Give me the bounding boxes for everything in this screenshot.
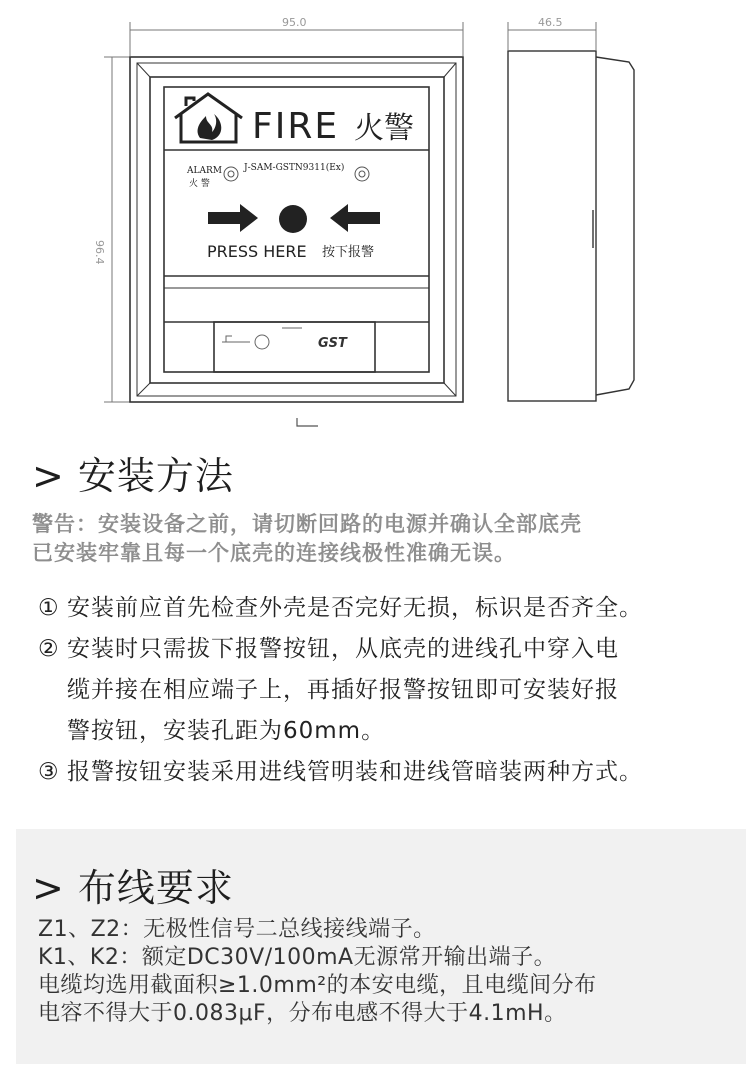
brand-logo: GST [318, 336, 347, 351]
step-text: 报警按钮安装采用进线管明装和进线管暗装两种方式。 [67, 759, 643, 785]
install-section-title: > 安装方法 [32, 454, 234, 498]
warning-text [32, 510, 722, 568]
step-item [38, 629, 728, 670]
side-view [508, 51, 634, 401]
section-mark [297, 418, 318, 426]
step-text: 安装前应首先检查外壳是否完好无损，标识是否齐全。 [67, 595, 643, 621]
height-dimension-label: 96.4 [93, 240, 106, 265]
wiring-requirements [38, 916, 728, 1028]
wiring-line: Z1、Z2：无极性信号二总线接线端子。 [38, 917, 436, 942]
right-arrow-icon [208, 204, 258, 232]
step-number: ① [38, 595, 60, 621]
depth-dimension-label: 46.5 [538, 16, 563, 29]
step-item [38, 752, 728, 793]
left-arrow-icon [330, 204, 380, 232]
alarm-cn-label: 火 警 [189, 179, 210, 189]
warning-line: 已安装牢靠且每一个底壳的连接线极性准确无误。 [32, 541, 516, 565]
step-text: 安装时只需拔下报警按钮，从底壳的进线孔中穿入电 [67, 636, 619, 662]
house-logo-icon [175, 94, 242, 142]
step-number [38, 670, 67, 711]
logo-cn-text: 火警 [354, 111, 414, 146]
alarm-label: ALARM [187, 166, 222, 176]
press-here-label: PRESS HERE [207, 242, 307, 261]
model-label: J-SAM-GSTN9311(Ex) [244, 163, 345, 173]
wiring-line: 电缆均选用截面积≥1.0mm²的本安电缆，且电缆间分布 [38, 973, 597, 998]
step-number: ③ [38, 759, 60, 785]
install-steps [38, 588, 728, 793]
wiring-line: 电容不得大于0.083μF，分布电感不得大于4.1mH。 [38, 1001, 567, 1026]
key-icon [222, 328, 302, 349]
step-number: ② [38, 636, 60, 662]
logo-fire-text: FIRE [252, 106, 340, 147]
height-dimension [104, 57, 130, 402]
press-point-icon [279, 205, 307, 233]
product-drawing [0, 0, 750, 440]
wiring-line: K1、K2：额定DC30V/100mA无源常开输出端子。 [38, 945, 557, 970]
step-text: 缆并接在相应端子上，再插好报警按钮即可安装好报 [67, 677, 619, 703]
step-item [38, 670, 728, 711]
wiring-section-title: > 布线要求 [32, 866, 234, 910]
step-number [38, 711, 67, 752]
step-item [38, 711, 728, 752]
step-item [38, 588, 728, 629]
warning-line: 警告：安装设备之前，请切断回路的电源并确认全部底壳 [32, 512, 582, 536]
step-text: 警按钮，安装孔距为60mm。 [67, 718, 386, 744]
press-cn-label: 按下报警 [322, 245, 375, 260]
width-dimension-label: 95.0 [282, 16, 307, 29]
